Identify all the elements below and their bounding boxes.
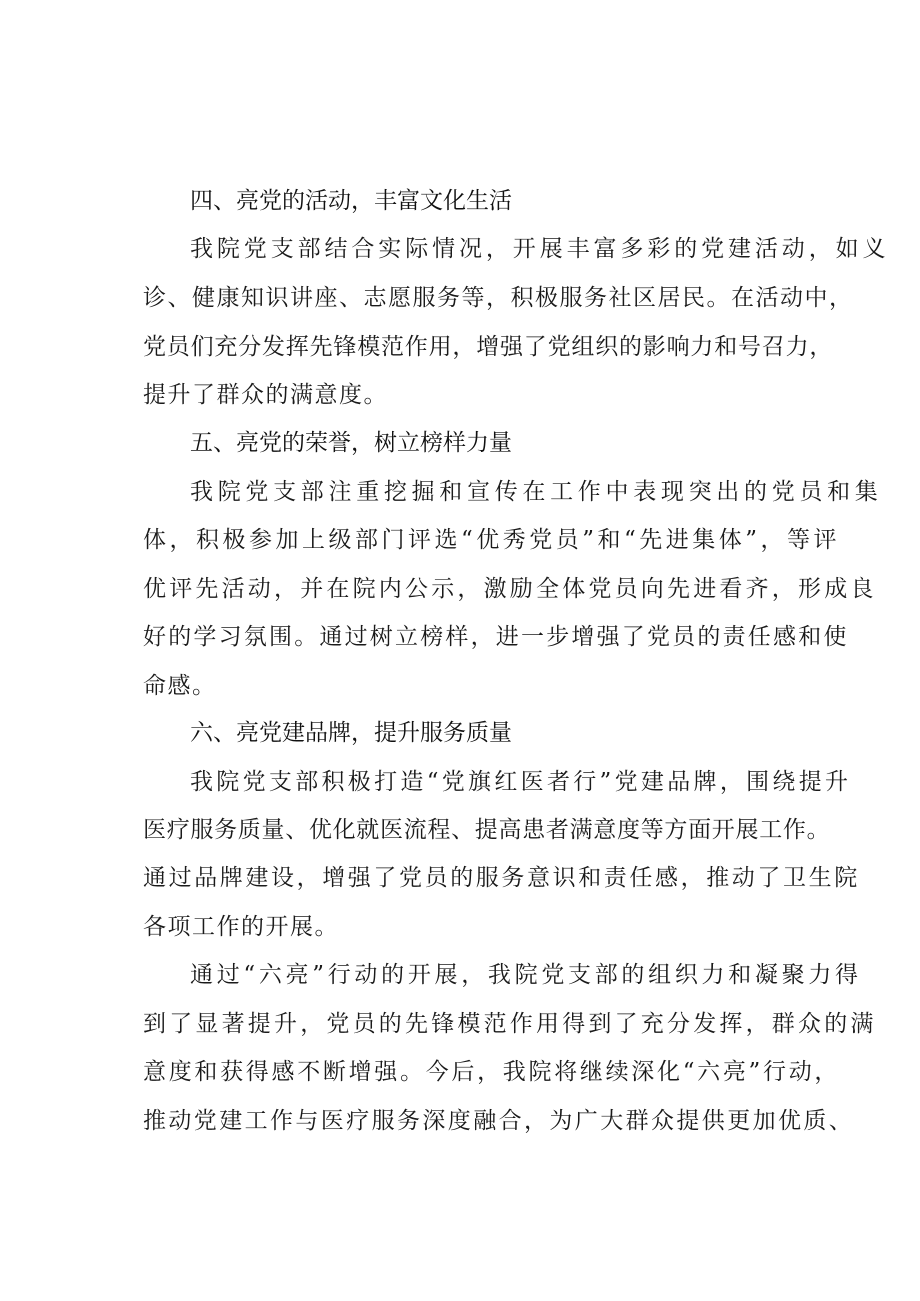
paragraph-line: 体，积极参加上级部门评选“优秀党员”和“先进集体”，等评 (143, 527, 841, 553)
paragraph-line: 党员们充分发挥先锋模范作用，增强了党组织的影响力和号召力， (143, 334, 834, 360)
paragraph-line: 通过“六亮”行动的开展，我院党支部的组织力和凝聚力得 (190, 962, 862, 988)
paragraph-line: 医疗服务质量、优化就医流程、提高患者满意度等方面开展工作。 (143, 817, 831, 843)
section-heading-4: 四、亮党的活动，丰富文化生活 (190, 188, 512, 214)
paragraph-line: 我院党支部结合实际情况，开展丰富多彩的党建活动，如义 (190, 236, 890, 262)
paragraph-line: 推动党建工作与医疗服务深度融合，为广大群众提供更加优质、 (143, 1108, 855, 1134)
paragraph-line: 提升了群众的满意度。 (143, 382, 388, 408)
paragraph-line: 我院党支部注重挖掘和宣传在工作中表现突出的党员和集 (190, 479, 883, 505)
paragraph-line: 各项工作的开展。 (143, 914, 339, 940)
paragraph-line: 到了显著提升，党员的先锋模范作用得到了充分发挥，群众的满 (143, 1011, 877, 1037)
section-heading-5: 五、亮党的荣誉，树立榜样力量 (190, 430, 512, 456)
paragraph-line: 命感。 (143, 673, 217, 699)
paragraph-line: 诊、健康知识讲座、志愿服务等，积极服务社区居民。在活动中， (143, 285, 854, 311)
paragraph-line: 好的学习氛围。通过树立榜样，进一步增强了党员的责任感和使 (143, 624, 849, 650)
section-heading-6: 六、亮党建品牌，提升服务质量 (190, 720, 512, 746)
paragraph-line: 通过品牌建设，增强了党员的服务意识和责任感，推动了卫生院 (143, 865, 860, 891)
paragraph-line: 意度和获得感不断增强。今后，我院将继续深化“六亮”行动， (143, 1059, 841, 1085)
paragraph-line: 我院党支部积极打造“党旗红医者行”党建品牌，围绕提升 (190, 769, 852, 795)
paragraph-line: 优评先活动，并在院内公示，激励全体党员向先进看齐，形成良 (143, 576, 877, 602)
